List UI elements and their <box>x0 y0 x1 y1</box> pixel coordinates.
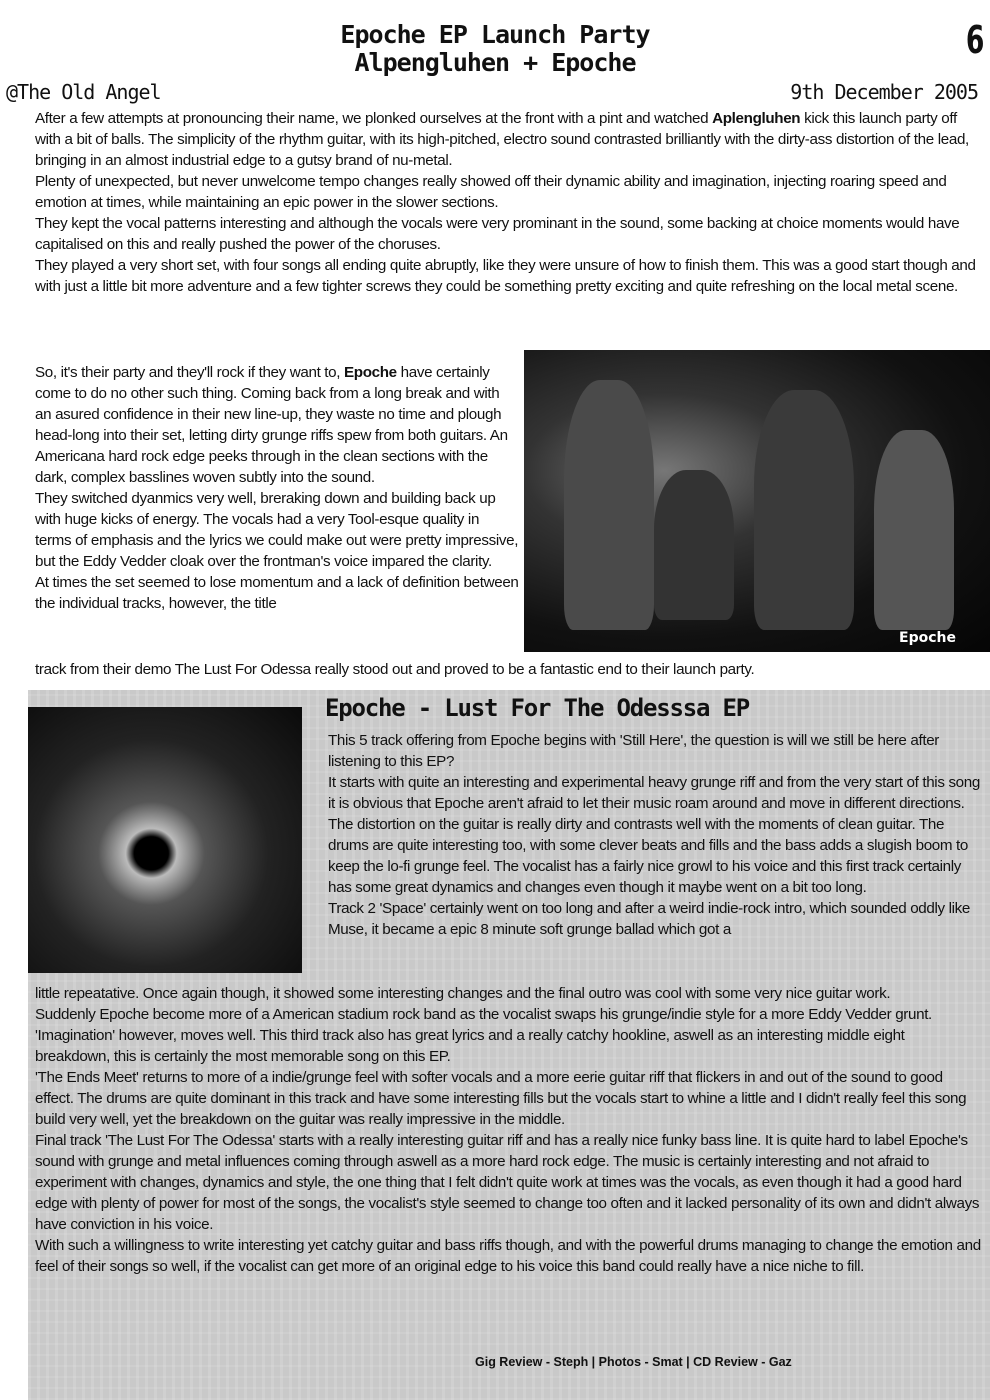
paragraph: This 5 track offering from Epoche begins with 'Still Here', the question is will we still be here after listening to this EP? <box>328 732 940 770</box>
paragraph: Plenty of unexpected, but never unwelcome tempo changes really showed off their dynamic ability and imagination, injecting roaring speed and emotion at times, while maintaining an epic power in the slower sections. <box>35 173 947 211</box>
paragraph: Track 2 'Space' certainly went on too long and after a weird indie-rock intro, which sounded oddly like Muse, it became a epic 8 minute soft grunge ballad which got a <box>328 900 971 938</box>
text: After a few attempts at pronouncing their name, we plonked ourselves at the front with a pint and watched <box>35 110 713 127</box>
text: So, it's their party and they'll rock if they want to, <box>35 364 345 381</box>
paragraph: track from their demo The Lust For Odessa really stood out and proved to be a fantastic end to their launch party. <box>35 661 755 678</box>
text: kick this launch party off with a bit of balls. The simplicity of the rhythm guitar, with its high-pitched, electro sound contrasted brilliantly with the dirty-ass distortion of the lead, bringing in an almost industrial edge to a gutsy brand of nu-metal. <box>35 110 969 169</box>
paragraph: At times the set seemed to lose momentum and a lack of definition between the individual tracks, however, the title <box>35 574 519 612</box>
credits: Gig Review - Steph | Photos - Smat | CD Review - Gaz <box>475 1355 792 1369</box>
paragraph: little repeatative. Once again though, it showed some interesting changes and the final outro was cool with some very nice guitar work. <box>35 985 891 1002</box>
paragraph: They switched dyanmics very well, breraking down and building back up with huge kicks of energy. The vocals had a very Tool-esque quality in terms of emphasis and the lyrics we could make out were pretty impressive, but the Eddy Vedder cloak over the frontman's voice impared the clarity. <box>35 490 519 570</box>
ep-review-title: Epoche - Lust For The Odesssa EP <box>325 694 749 722</box>
page-title: Epoche EP Launch Party <box>340 20 650 49</box>
venue: @The Old Angel <box>6 80 161 104</box>
paragraph: Suddenly Epoche become more of a American stadium rock band as the vocalist swaps his grunge/indie style for a more Eddy Vedder grunt. 'Imagination' however, moves well. This third track also has great lyrics and a really catchy hookline, aswell as an interesting middle eight breakdown, this is certainly the most memorable song on this EP. <box>35 1006 932 1065</box>
page-subtitle: Alpengluhen + Epoche <box>354 48 636 77</box>
paragraph: With such a willingness to write interesting yet catchy guitar and bass riffs though, and with the powerful drums managing to change the emotion and feel of their songs so well, if the vocalist can get more of an original edge to his voice this band could really have a nice niche to fill. <box>35 1237 981 1275</box>
alpengluhen-review <box>35 108 980 297</box>
event-date: 9th December 2005 <box>790 80 978 104</box>
band-name: Epoche <box>344 364 397 381</box>
epoche-live-review <box>35 362 519 614</box>
paragraph: Final track 'The Lust For The Odessa' starts with a really interesting guitar riff and has a really nice funky bass line. It is quite hard to label Epoche's sound with grunge and metal influences coming through aswell as a more hard rock edge. The music is certainly interesting and not afraid to experiment with changes, dynamics and style, the one thing that I felt didn't quite work at times was the vocals, as even though it had a good hard edge with plenty of power for most of the songs, the vocalist's style seemed to change too often and it lacked personality of its own and didn't always have conviction in his voice. <box>35 1132 980 1233</box>
text: have certainly come to do no other such thing. Coming back from a long break and with an asured confidence in their new line-up, they waste no time and plough head-long into their set, letting dirty grunge riffs spew from both guitars. An Americana hard rock edge peeks through in the clean sections with the dark, complex basslines woven subtly into the sound. <box>35 364 508 486</box>
paragraph <box>35 108 980 171</box>
band-photo <box>524 350 990 652</box>
paragraph: They kept the vocal patterns interesting and although the vocals were very prominant in the sound, some backing at choice moments would have capitalised on this and really pushed the power of the choruses. <box>35 215 960 253</box>
paragraph: 'The Ends Meet' returns to more of a indie/grunge feel with softer vocals and a more eerie guitar riff that flickers in and out of the sound to good effect. The drums are quite dominant in this track and have some interesting fills but the vocals start to whine a little and I didn't really feel this song build very well, yet the breakdown on the guitar was really impressive in the middle. <box>35 1069 967 1128</box>
paragraph: It starts with quite an interesting and experimental heavy grunge riff and from the very start of this song it is obvious that Epoche aren't afraid to let their music roam around and move in different directions. The distortion on the guitar is really dirty and contrasts well with the moments of clean guitar. The drums are quite interesting too, with some clever beats and fills and the bass adds a slugish boom to keep the lo-fi grunge feel. The vocalist has a fairly nice growl to his voice and this first track certainly has some great dynamics and changes even though it maybe went on a bit too long. <box>328 774 980 896</box>
ep-review-body <box>35 983 983 1277</box>
ep-review-column <box>328 730 983 940</box>
band-name: Aplengluhen <box>712 110 801 127</box>
paragraph: They played a very short set, with four songs all ending quite abruptly, like they were unsure of how to finish them. This was a good start though and with just a little bit more adventure and a few tighter screws they could be something pretty exciting and quite refreshing on the local metal scene. <box>35 257 976 295</box>
paragraph <box>35 362 519 488</box>
page-number: 6 <box>965 18 984 62</box>
photo-caption: Epoche <box>899 630 956 646</box>
ep-cover-art <box>28 707 302 973</box>
